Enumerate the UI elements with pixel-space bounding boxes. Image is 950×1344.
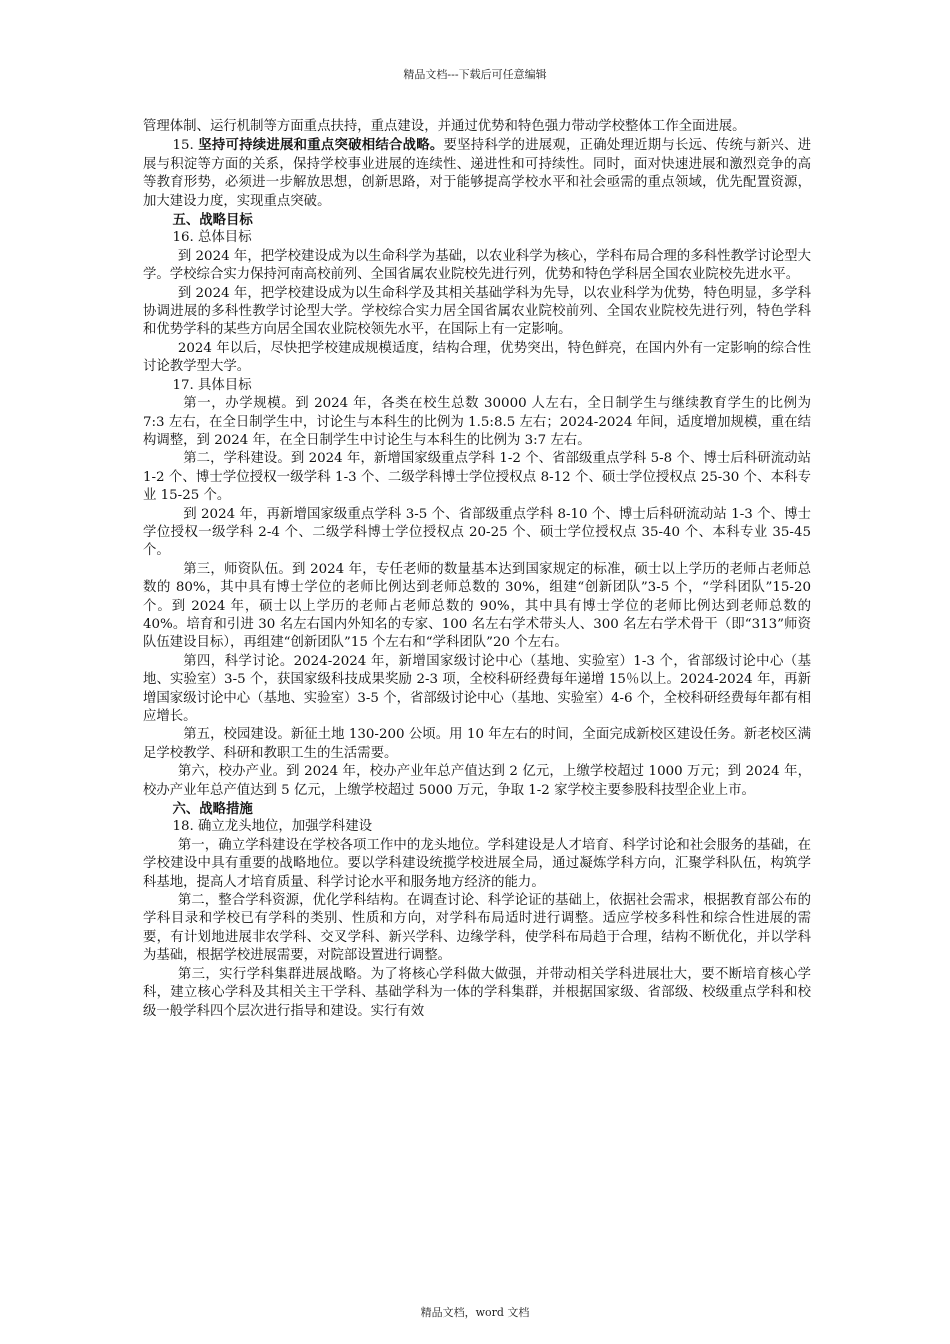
paragraph-research: 第四，科学讨论。2024-2024 年，新增国家级讨论中心（基地、实验室）1-3 个，省部级讨论中心（基地、实验室）3-5 个，获国家级科技成果奖励 2-3 项，全校科研经费每年递增 15％以上。2024-2024 年，再新增国家级讨论中心（基地、实验室）3-5 个，省部级讨论中心（基地、实验室）4-6 个，全校科研经费每年都有相应增长。 [143, 653, 811, 724]
paragraph-intro: 管理体制、运行机制等方面重点扶持，重点建设，并通过优势和特色强力带动学校整体工作全面进展。 [143, 119, 746, 134]
section-heading-goals: 五、战略目标 [172, 212, 253, 229]
strategy-title: 坚持可持续进展和重点突破相结合战略。 [198, 137, 444, 154]
paragraph: 第一，确立学科建设在学校各项工作中的龙头地位。学科建设是人才培育、科学讨论和社会服务的基础，在学校建设中具有重要的战略地位。要以学科建设统揽学校进展全局，通过凝炼学科方向，汇聚学科队伍，构筑学科基地，提高人才培育质量、科学讨论水平和服务地方经济的能力。 [143, 837, 811, 890]
paragraph: 第三，实行学科集群进展战略。为了将核心学科做大做强，并带动相关学科进展壮大，要不断培育核心学科，建立核心学科及其相关主干学科、基础学科为一体的学科集群，并根据国家级、省部级、校级重点学科和校级一般学科四个层次进行指导和建设。实行有效 [143, 966, 811, 1019]
paragraph-disciplines: 第二，学科建设。到 2024 年，新增国家级重点学科 1-2 个、省部级重点学科 5-8 个、博士后科研流动站 1-2 个、博士学位授权一级学科 1-3 个、二级学科博士学位授权点 8-12 个、硕士学位授权点 25-30 个、本科专业 15-25 个。 [143, 451, 811, 504]
paragraph: 第二，整合学科资源，优化学科结构。在调查讨论、科学论证的基础上，依据社会需求，根据教育部公布的学科目录和学校已有学科的类别、性质和方向，对学科布局适时进行调整。适应学校多科性和综合性进展的需要，有计划地进展非农学科、交叉学科、新兴学科、边缘学科，使学科布局趋于合理，结构不断优化，并以学科为基础，根据学校进展需要，对院部设置进行调整。 [143, 893, 811, 964]
subheading-16: 16. 总体目标 [172, 230, 252, 246]
paragraph-industry: 第六，校办产业。到 2024 年，校办产业年总产值达到 2 亿元，上缴学校超过 1000 万元；到 2024 年，校办产业年总产值达到 5 亿元，上缴学校超过 5000 万元，争取 1-2 家学校主要参股科技型企业上市。 [143, 764, 811, 798]
paragraph-disciplines-2: 到 2024 年，再新增国家级重点学科 3-5 个、省部级重点学科 8-10 个、博士后科研流动站 1-3 个、博士学位授权一级学科 2-4 个、二级学科博士学位授权点 20-25 个、硕士学位授权点 35-40 个、本科专业 35-45 个。 [143, 506, 811, 559]
paragraph-15 [143, 136, 811, 211]
subheading-17: 17. 具体目标 [172, 377, 252, 393]
paragraph-scale: 第一，办学规模。到 2024 年，各类在校生总数 30000 人左右，全日制学生与继续教育学生的比例为 7:3 左右，在全日制学生中，讨论生与本科生的比例为 1.5:8.5 左右；2024-2024 年间，适度增加规模，重在结构调整，到 2024 年，在全日制学生中讨论生与本科生的比例为 3:7 左右。 [143, 396, 811, 448]
page-header: 精品文档---下载后可任意编辑 [403, 68, 547, 81]
paragraph-faculty: 第三，师资队伍。到 2024 年，专任老师的数量基本达到国家规定的标准，硕士以上学历的老师占老师总数的 80%，其中具有博士学位的老师比例达到老师总数的 30%，组建“创新团队”3-5 个，“学科团队”15-20 个。到 2024 年，硕士以上学历的老师占老师总数的 90%，其中具有博士学位的老师比例达到老师总数的 40%。培育和引进 30 名左右国内外知名的专家、100 名左右学术带头人、300 名左右学术骨干（即“313”师资队伍建设目标），再组建“创新团队”15 个左右和“学科团队”20 个左右。 [143, 561, 811, 651]
paragraph: 2024 年以后，尽快把学校建成规模适度，结构合理，优势突出，特色鲜亮，在国内外有一定影响的综合性讨论教学型大学。 [143, 340, 811, 375]
paragraph: 到 2024 年，把学校建设成为以生命科学为基础，以农业科学为核心，学科布局合理的多科性教学讨论型大学。学校综合实力保持河南高校前列、全国省属农业院校先进行列，优势和特色学科居全国农业院校先进水平。 [143, 248, 811, 283]
item-number: 15. [172, 138, 194, 154]
section-heading-measures: 六、战略措施 [172, 801, 253, 818]
document-body [143, 118, 811, 1021]
subheading-18: 18. 确立龙头地位，加强学科建设 [172, 819, 373, 835]
page-footer: 精品文档，word 文档 [420, 1306, 530, 1319]
paragraph-text: 要坚持科学的进展观，正确处理近期与长远、传统与新兴、进展与积淀等方面的关系，保持学校事业进展的连续性、递进性和可持续性。同时，面对快速进展和激烈竞争的高等教育形势，必须进一步解放思想，创新思路，对于能够提高学校水平和社会亟需的重点领域，优先配置资源，加大建设力度，实现重点突破。 [143, 138, 812, 209]
paragraph-campus: 第五，校园建设。新征土地 130-200 公顷。用 10 年左右的时间，全面完成新校区建设任务。新老校区满足学校教学、科研和教职工生的生活需要。 [143, 727, 811, 761]
paragraph: 到 2024 年，把学校建设成为以生命科学及其相关基础学科为先导，以农业科学为优势，特色明显，多学科协调进展的多科性教学讨论型大学。学校综合实力居全国省属农业院校前列、全国农业院校先进行列，特色学科和优势学科的某些方向居全国农业院校领先水平，在国际上有一定影响。 [143, 285, 811, 338]
